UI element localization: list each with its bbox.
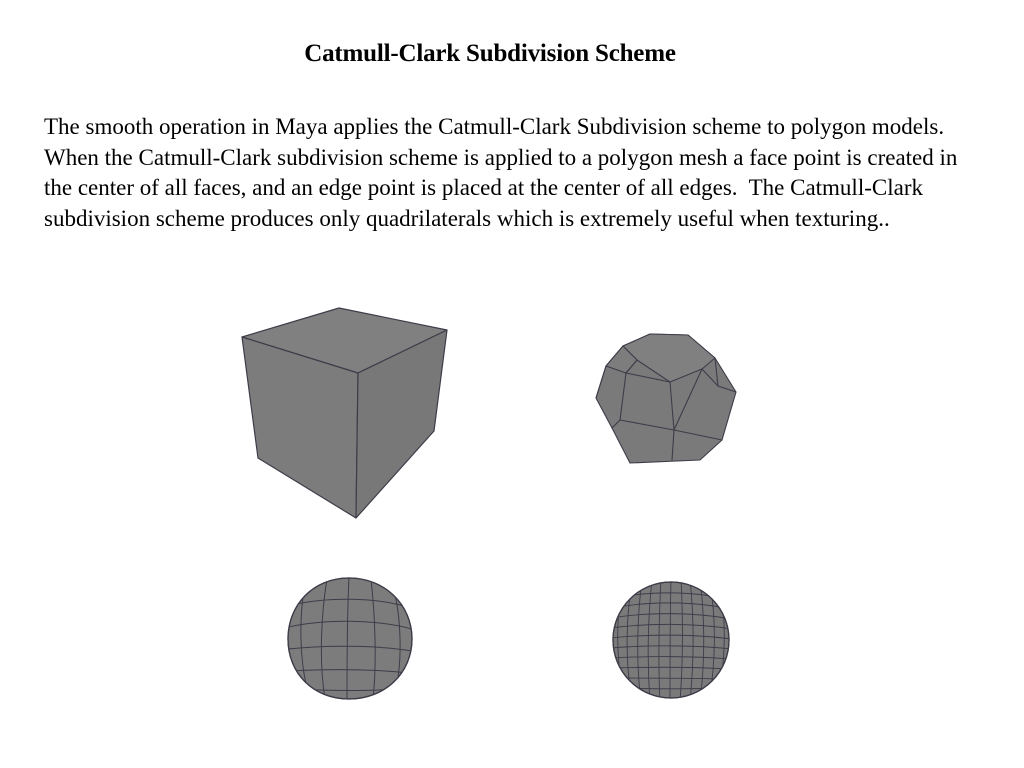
slide-title: Catmull-Clark Subdivision Scheme [304,40,676,67]
subdivided-level-3-image [608,578,734,702]
cube-mesh-image [236,305,456,525]
subdivided-level-2-image [285,575,415,703]
slide-body-text: The smooth operation in Maya applies the Catmull-Clark Subdivision scheme to polygon models. When the Catmull-Clark subdivision scheme is applied to a polygon mesh a face point is created in the center of all faces, and an edge point is placed at the center of all edges. The Catmull-Clark subdivision scheme produces only quadrilaterals which is extremely useful when texturing.. [44,114,964,231]
subdivided-level-1-image [590,330,740,466]
